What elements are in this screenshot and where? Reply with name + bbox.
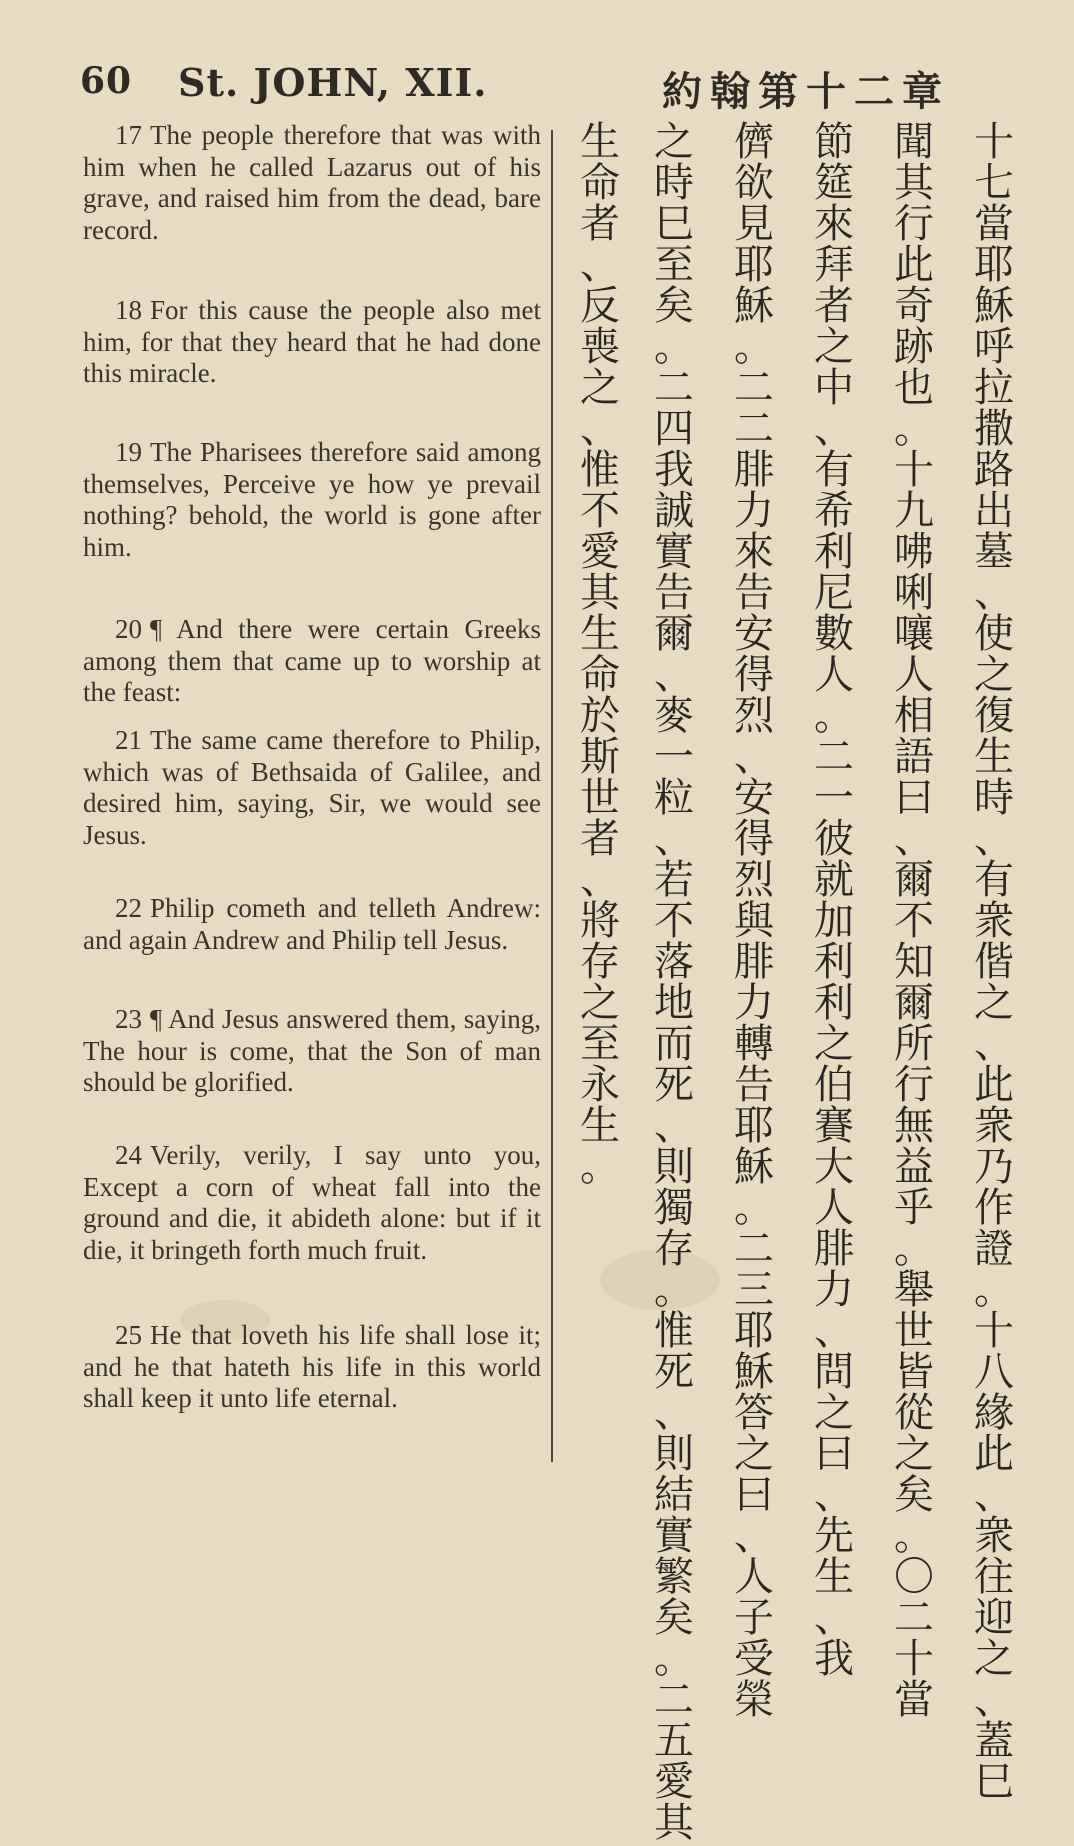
- running-title-english: St. JOHN, XII.: [178, 60, 488, 105]
- verse-text: For this cause the people also met him, for that they heard that he had done this miracle.: [83, 295, 541, 389]
- verse-21: [83, 725, 541, 852]
- chinese-text-column: 節筵來拜者之中、有希利尼數人。二一彼就加利利之伯賽大人腓力、問之曰、先生、我: [814, 119, 854, 1682]
- verse-text: ¶ And there were certain Greeks among them that came up to worship at the feast:: [83, 614, 541, 708]
- verse-22: [83, 893, 541, 956]
- verse-text: The people therefore that was with him when he called Lazarus out of his grave, and raised him from the dead, bare record.: [83, 120, 541, 246]
- running-title-chinese: 約翰第十二章: [662, 69, 950, 115]
- verse-text: The Pharisees therefore said among themselves, Perceive ye how ye prevail nothing? behold, the world is gone after him.: [83, 437, 541, 563]
- chinese-text-column: 之時巳至矣。二四我誠實告爾、麥一粒、若不落地而死、則獨存。惟死、則結實繁矣。二五愛其: [654, 119, 694, 1846]
- verse-24: [83, 1140, 541, 1267]
- verse-19: [83, 437, 541, 564]
- verse-text: ¶ And Jesus answered them, saying, The hour is come, that the Son of man should be glorified.: [83, 1004, 541, 1098]
- verse-25: [83, 1320, 541, 1415]
- verse-number: 20: [115, 614, 142, 644]
- verse-text: He that loveth his life shall lose it; and he that hateth his life in this world shall keep it unto life eternal.: [83, 1320, 541, 1414]
- verse-20: [83, 614, 541, 709]
- verse-number: 22: [115, 893, 142, 923]
- verse-23: [83, 1004, 541, 1099]
- verse-number: 18: [115, 295, 142, 325]
- verse-number: 19: [115, 437, 142, 467]
- page-number: 60: [80, 60, 133, 102]
- verse-text: The same came therefore to Philip, which was of Bethsaida of Galilee, and desired him, saying, Sir, we would see Jesus.: [83, 725, 541, 851]
- chinese-text-column: 儕欲見耶穌。二二腓力來告安得烈、安得烈與腓力轉告耶穌。二三耶穌答之曰、人子受榮: [734, 119, 774, 1723]
- verse-number: 21: [115, 725, 142, 755]
- verse-text: Verily, verily, I say unto you, Except a corn of wheat fall into the ground and die, it abideth alone: but if it die, it bringeth forth much fruit.: [83, 1140, 541, 1266]
- chinese-text-column: 生命者、反喪之、惟不愛其生命於斯世者、將存之至永生。: [580, 119, 620, 1190]
- column-divider: [551, 130, 553, 1462]
- verse-number: 23: [115, 1004, 142, 1034]
- verse-number: 25: [115, 1320, 142, 1350]
- verse-text: Philip cometh and telleth Andrew: and again Andrew and Philip tell Jesus.: [83, 893, 541, 955]
- verse-17: [83, 120, 541, 247]
- chinese-text-column: 聞其行此奇跡也。十九咈唎嚷人相語曰、爾不知爾所行無益乎。舉世皆從之矣。〇二十當: [894, 119, 934, 1723]
- verse-number: 24: [115, 1140, 142, 1170]
- verse-number: 17: [115, 120, 142, 150]
- verse-18: [83, 295, 541, 390]
- chinese-text-column: 十七當耶穌呼拉撒路出墓、使之復生時、有衆偕之、此衆乃作證。十八緣此、衆往迎之、蓋巳: [974, 119, 1014, 1805]
